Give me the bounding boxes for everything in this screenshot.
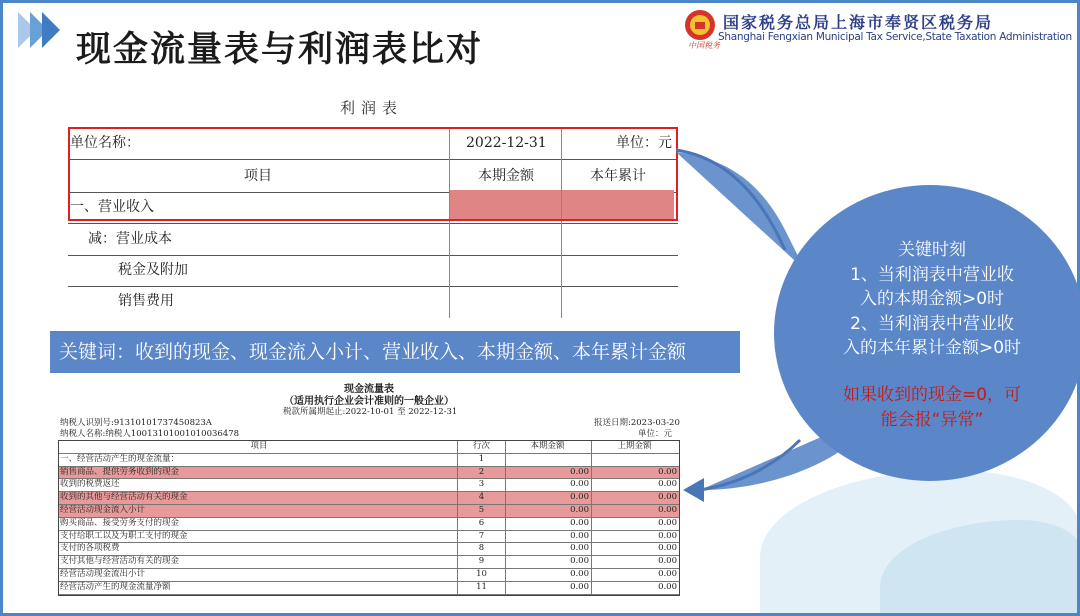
row-current-amount: 0.00 [505, 518, 591, 530]
row-current-amount: 0.00 [505, 543, 591, 555]
row-label: 支付的各项税费 [60, 543, 120, 554]
row-previous-amount: 0.00 [591, 569, 679, 581]
row-label: 一、营业收入 [70, 199, 154, 215]
row-label: 支付给职工以及为职工支付的现金 [60, 530, 188, 541]
row-previous-amount: 0.00 [591, 492, 679, 504]
row-label: 销售费用 [118, 293, 174, 309]
column-header-current: 本期金额 [505, 441, 591, 453]
row-previous-amount: 0.00 [591, 479, 679, 491]
cash-flow-title: 现金流量表 [344, 384, 394, 395]
org-signature: 中国税务 [688, 41, 720, 50]
row-line-number: 7 [457, 531, 505, 543]
tax-period: 税款所属期起止:2022-10-01 至 2022-12-31 [283, 407, 458, 417]
row-previous-amount: 0.00 [591, 505, 679, 517]
row-current-amount: 0.00 [505, 467, 591, 479]
row-previous-amount: 0.00 [591, 582, 679, 594]
row-line-number: 2 [457, 467, 505, 479]
row-label: 收到的税费返还 [60, 479, 120, 490]
row-line-number: 1 [457, 454, 505, 466]
callout-line: 2、当利润表中营业收 [850, 313, 1014, 334]
row-line-number: 3 [457, 479, 505, 491]
column-header-ytd: 本年累计 [590, 168, 646, 184]
profit-table-title: 利润表 [340, 99, 404, 117]
column-header-item: 项目 [244, 168, 272, 184]
callout-line: 1、当利润表中营业收 [850, 264, 1014, 285]
row-line-number: 6 [457, 518, 505, 530]
column-header-current: 本期金额 [478, 168, 534, 184]
row-current-amount: 0.00 [505, 556, 591, 568]
column-header-item: 项目 [250, 441, 268, 451]
row-previous-amount: 0.00 [591, 467, 679, 479]
unit-name-label: 单位名称： [70, 135, 140, 151]
report-date: 报送日期:2023-03-20 [594, 418, 680, 428]
unit-label: 单位：元 [616, 135, 672, 151]
row-current-amount: 0.00 [505, 569, 591, 581]
row-label: 经营活动产生的现金流量净额 [60, 581, 171, 592]
taxpayer-id: 纳税人识别号:91310101737450823A [60, 418, 212, 428]
row-line-number: 8 [457, 543, 505, 555]
callout-warning-line: 能会报“异常” [880, 409, 984, 430]
row-line-number: 11 [457, 582, 505, 594]
column-header-line: 行次 [457, 441, 505, 453]
taxpayer-name: 纳税人名称:纳税人10013101001010036478 [60, 429, 240, 439]
row-previous-amount: 0.00 [591, 518, 679, 530]
row-line-number: 4 [457, 492, 505, 504]
row-previous-amount: 0.00 [591, 531, 679, 543]
row-label: 经营活动现金流入小计 [60, 504, 146, 515]
row-line-number: 10 [457, 569, 505, 581]
callout-warning-line: 如果收到的现金=0，可 [842, 385, 1022, 405]
row-label: 支付其他与经营活动有关的现金 [60, 556, 180, 567]
column-header-previous: 上期金额 [591, 441, 679, 453]
row-line-number: 9 [457, 556, 505, 568]
unit-label: 单位：元 [638, 429, 673, 439]
org-name-en: Shanghai Fengxian Municipal Tax Service,State Taxation Administration [718, 31, 1072, 43]
row-current-amount: 0.00 [505, 479, 591, 491]
row-label: 收到的其他与经营活动有关的现金 [60, 492, 188, 503]
row-previous-amount: 0.00 [591, 556, 679, 568]
row-label: 税金及附加 [118, 262, 188, 278]
row-label: 一、经营活动产生的现金流量： [60, 453, 180, 464]
callout-line: 入的本期金额>0时 [859, 289, 1005, 309]
report-date: 2022-12-31 [466, 135, 547, 151]
callout-warning [792, 383, 1072, 432]
org-name-cn: 国家税务总局上海市奉贤区税务局 [723, 13, 994, 32]
callout-line: 关键时刻 [898, 240, 966, 260]
row-current-amount: 0.00 [505, 505, 591, 517]
page-title: 现金流量表与利润表比对 [76, 30, 484, 70]
row-current-amount: 0.00 [505, 582, 591, 594]
keyword-bar: 关键词：收到的现金、现金流入小计、营业收入、本期金额、本年累计金额 [50, 331, 740, 373]
callout-line: 入的本年累计金额>0时 [842, 338, 1022, 358]
callout-text [792, 238, 1072, 361]
row-label: 购买商品、接受劳务支付的现金 [60, 517, 180, 528]
row-line-number: 5 [457, 505, 505, 517]
row-current-amount: 0.00 [505, 492, 591, 504]
row-label: 经营活动现金流出小计 [60, 568, 146, 579]
row-previous-amount: 0.00 [591, 543, 679, 555]
row-label: 减：营业成本 [88, 231, 172, 247]
cash-flow-subtitle: （适用执行企业会计准则的一般企业） [284, 396, 454, 407]
row-current-amount: 0.00 [505, 531, 591, 543]
row-label: 销售商品、提供劳务收到的现金 [60, 466, 180, 477]
